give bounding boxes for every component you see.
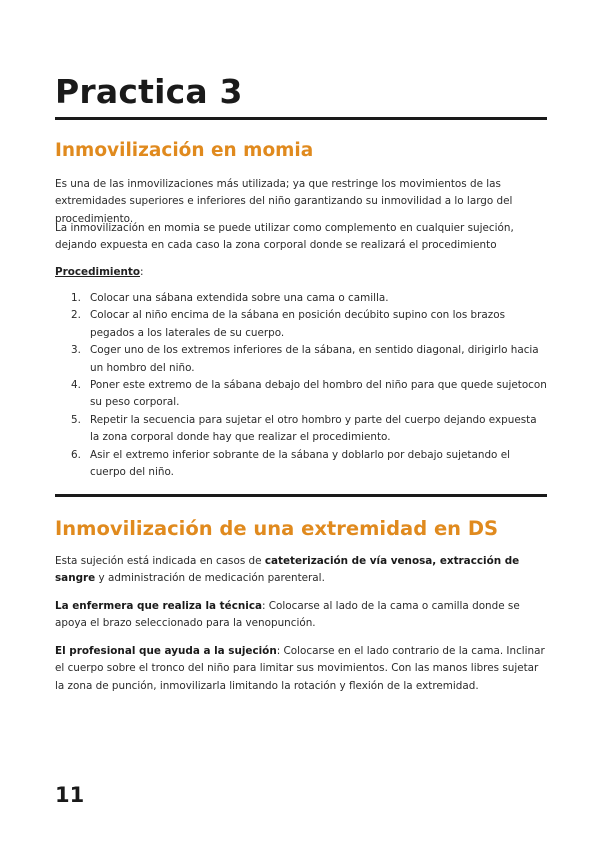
enfermera-text: : Colocarse al lado de la cama o camilla donde se apoya el brazo seleccionado para la venopunción.: [55, 600, 520, 630]
profesional-text: : Colocarse en el lado contrario de la cama. Inclinar el cuerpo sobre el tronco del niño para limitar sus movimientos. Con las manos libres sujetar la zona de punción, inmovilizarla limitando la rotación y flexión de la extremidad.: [55, 645, 545, 692]
procedure-label: [55, 264, 144, 281]
procedure-colon: :: [140, 266, 144, 278]
step-text: Coger uno de los extremos inferiores de la sábana, en sentido diagonal, dirigirlo hacia un hombro del niño.: [90, 344, 539, 374]
step-number: 2.: [71, 309, 81, 322]
step-text: Colocar una sábana extendida sobre una cama o camilla.: [90, 292, 389, 304]
paragraph-indicacion: [55, 553, 547, 588]
paragraph-momia-complement: La inmovilización en momia se puede utilizar como complemento en cualquier sujeción, dejando expuesta en cada caso la zona corporal donde se realizará el procedimiento: [55, 222, 514, 252]
title-divider: [55, 117, 547, 120]
section-heading-extremidad: Inmovilización de una extremidad en DS: [55, 517, 499, 540]
step-text: Repetir la secuencia para sujetar el otro hombro y parte del cuerpo dejando expuesta la zona corporal donde hay que realizar el procedimiento.: [90, 413, 537, 444]
profesional-bold: El profesional que ayuda a la sujeción: [55, 645, 277, 657]
indicacion-text-start: Esta sujeción está indicada en casos de: [55, 555, 265, 567]
section-divider: [55, 494, 547, 497]
section-heading-momia: Inmovilización en momia: [55, 140, 314, 161]
step-number: 5.: [71, 413, 81, 426]
list-item: [55, 447, 547, 482]
step-text: Poner este extremo de la sábana debajo del hombro del niño para que quede sujetocon su peso corporal.: [90, 379, 547, 409]
step-number: 1.: [71, 292, 81, 304]
step-text: Colocar al niño encima de la sábana en posición decúbito supino con los brazos pegados a los laterales de su cuerpo.: [90, 309, 505, 339]
page-number: 11: [55, 783, 85, 807]
procedure-label-text: Procedimiento: [55, 266, 141, 278]
procedure-steps-list: [55, 290, 547, 481]
list-item: [55, 290, 547, 307]
paragraph-profesional: [55, 643, 547, 695]
indicacion-bold: cateterización de vía venosa, extracción de sangre: [55, 555, 520, 585]
list-item: [55, 412, 547, 447]
page-title: Practica 3: [55, 72, 243, 111]
step-text: Asir el extremo inferior sobrante de la sábana y doblarlo por debajo sujetando el cuerpo del niño.: [90, 448, 510, 479]
step-number: 4.: [71, 379, 81, 392]
paragraph-momia-intro: Es una de las inmovilizaciones más utilizada; ya que restringe los movimientos de las extremidades superiores e inferiores del niño garantizando su inmovilidad a lo largo del procedimiento.: [55, 178, 513, 225]
indicacion-text-end: y administración de medicación parenteral.: [95, 572, 325, 585]
enfermera-bold: La enfermera que realiza la técnica: [55, 600, 262, 612]
list-item: [55, 377, 547, 412]
step-number: 6.: [71, 448, 81, 461]
paragraph-enfermera: [55, 598, 547, 633]
list-item: [55, 307, 547, 342]
step-number: 3.: [71, 344, 81, 357]
list-item: [55, 342, 547, 377]
